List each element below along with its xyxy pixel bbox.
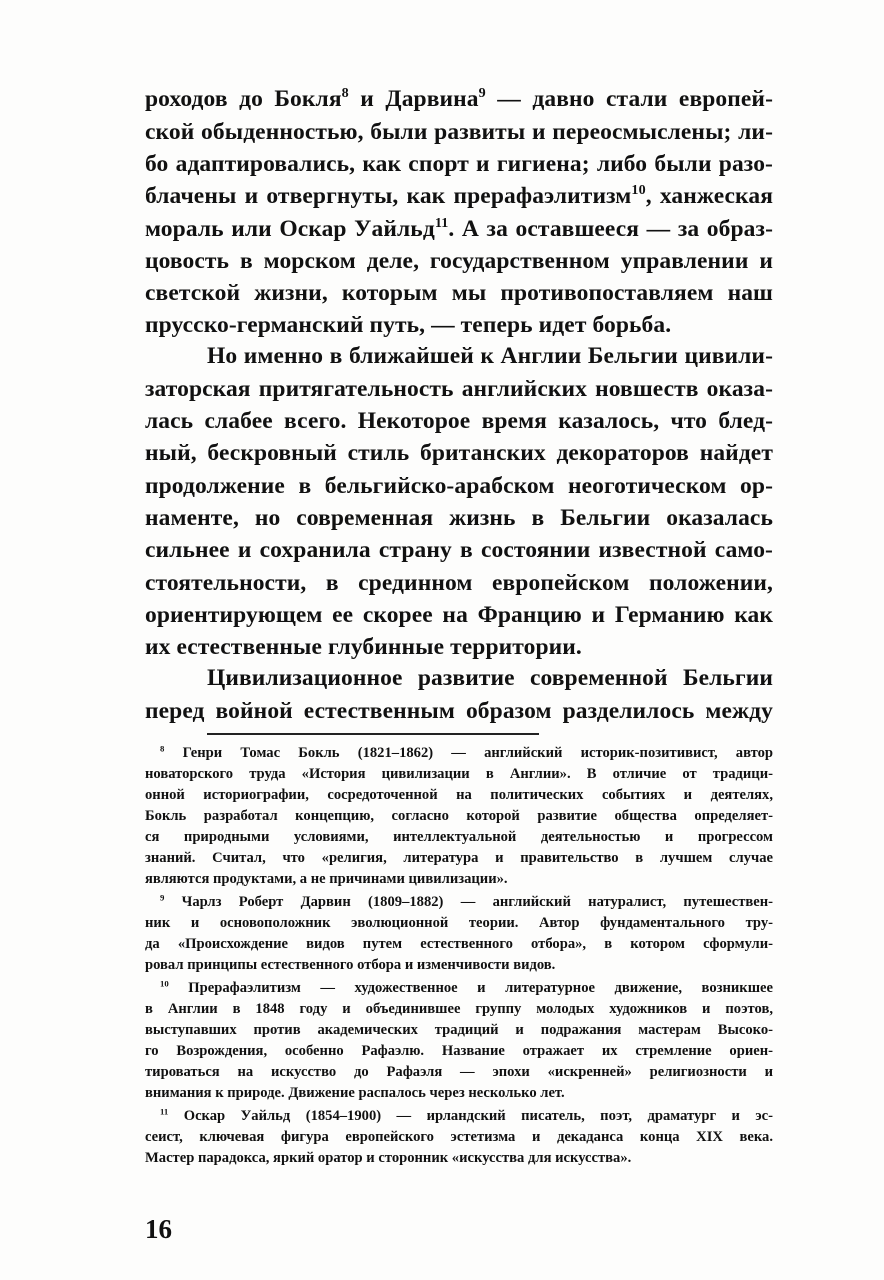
footnote-line xyxy=(145,1129,773,1146)
footnote-text: выступавших против академических традиций и подражания мастерам Высоко- xyxy=(145,1022,773,1038)
footnote-text: сеист, ключевая фигура европейского эстетизма и декаданса конца XIX века. xyxy=(145,1129,773,1145)
footnote-marker: 11 xyxy=(434,214,449,231)
body-text-line xyxy=(145,473,773,500)
body-text-line xyxy=(207,343,773,370)
body-text-text: заторская притягательность английских новшеств оказа- xyxy=(145,376,773,402)
body-text-line xyxy=(145,248,773,275)
body-text-line xyxy=(145,86,773,113)
body-text-text: прусско-германский путь, — теперь идет борьба. xyxy=(145,312,672,338)
body-text-line xyxy=(145,312,773,339)
body-text-text: . А за оставшееся — за образ- xyxy=(448,216,773,242)
footnote-line xyxy=(145,829,773,846)
footnote-marker: 9 xyxy=(478,84,486,101)
footnote-line xyxy=(145,871,773,888)
footnote-marker: 11 xyxy=(160,1106,169,1117)
footnote-line xyxy=(145,1043,773,1060)
body-text-line xyxy=(145,440,773,467)
footnote-line xyxy=(145,808,773,825)
body-text-text: лась слабее всего. Некоторое время казалось, что блед- xyxy=(145,408,773,434)
footnote-text: Чарлз Роберт Дарвин (1809–1882) — английский натуралист, путешествен- xyxy=(164,894,773,910)
body-text-text: блачены и отвергнуты, как прерафаэлитизм xyxy=(145,183,632,209)
body-text-line xyxy=(145,570,773,597)
footnote-text: знаний. Считал, что «религия, литература и правительство в лучшем случае xyxy=(145,850,773,866)
body-text-text: перед войной естественным образом разделилось между xyxy=(145,698,773,724)
footnote-line xyxy=(145,957,773,974)
footnote-text: Бокль разработал концепцию, согласно которой развитие общества определяет- xyxy=(145,808,773,824)
body-text-line xyxy=(145,408,773,435)
footnote-text: го Возрождения, особенно Рафаэлю. Название отражает их стремление ориен- xyxy=(145,1043,773,1059)
body-text-line xyxy=(145,376,773,403)
footnote-marker: 10 xyxy=(160,978,169,989)
body-text-text: ориентирующем ее скорее на Францию и Германию как xyxy=(145,602,773,628)
body-text-line xyxy=(145,602,773,629)
footnote-marker: 8 xyxy=(160,743,165,754)
body-text-line xyxy=(145,216,773,243)
footnote-line xyxy=(145,1022,773,1039)
body-text-text: Цивилизационное развитие современной Бельгии xyxy=(207,665,773,691)
footnote-text: тироваться на искусство до Рафаэля — эпохи «искренней» религиозности и xyxy=(145,1064,773,1080)
body-text-text: стоятельности, в срединном европейском положении, xyxy=(145,570,773,596)
footnote-line xyxy=(160,745,773,762)
footnote-line xyxy=(145,850,773,867)
body-text-text: их естественные глубинные территории. xyxy=(145,634,582,660)
body-text-line xyxy=(145,698,773,725)
footnote-text: Мастер парадокса, яркий оратор и сторонник «искусства для искусства». xyxy=(145,1150,632,1166)
footnote-text: в Англии в 1848 году и объединившее группу молодых художников и поэтов, xyxy=(145,1001,773,1017)
footnote-separator xyxy=(207,733,539,735)
body-text-text: сильнее и сохранила страну в состоянии известной само- xyxy=(145,537,773,563)
footnote-line xyxy=(145,1001,773,1018)
footnote-text: Оскар Уайльд (1854–1900) — ирландский писатель, поэт, драматург и эс- xyxy=(168,1108,773,1124)
footnote-marker: 8 xyxy=(341,84,349,101)
body-text-line xyxy=(145,280,773,307)
body-text-text: — давно стали европей- xyxy=(485,86,773,112)
footnote-text: Прерафаэлитизм — художественное и литературное движение, возникшее xyxy=(168,980,773,996)
footnote-line xyxy=(145,787,773,804)
footnote-line xyxy=(145,1085,773,1102)
body-text-text: мораль или Оскар Уайльд xyxy=(145,216,435,242)
body-text-line xyxy=(145,119,773,146)
footnote-line xyxy=(145,915,773,932)
body-text-text: продолжение в бельгийско-арабском неоготическом ор- xyxy=(145,473,773,499)
footnote-line xyxy=(145,1064,773,1081)
body-text-line xyxy=(145,537,773,564)
body-text-text: , ханжеская xyxy=(645,183,774,209)
footnote-text: Генри Томас Бокль (1821–1862) — английский историк-позитивист, автор xyxy=(164,745,773,761)
footnote-line xyxy=(160,1108,773,1125)
footnote-text: новаторского труда «История цивилизации в Англии». В отличие от традици- xyxy=(145,766,773,782)
body-text-text: светской жизни, которым мы противопоставляем наш xyxy=(145,280,773,306)
footnote-line xyxy=(160,894,773,911)
footnote-text: ся природными условиями, интеллектуальной деятельностью и прогрессом xyxy=(145,829,773,845)
body-text-text: бо адаптировались, как спорт и гигиена; либо были разо- xyxy=(145,151,773,177)
body-text-line xyxy=(145,505,773,532)
footnote-text: онной историографии, сосредоточенной на политических событиях и деятелях, xyxy=(145,787,773,803)
body-text-line xyxy=(145,183,773,210)
footnote-text: да «Происхождение видов путем естественного отбора», в котором сформули- xyxy=(145,936,773,952)
body-text-text: и Дарвина xyxy=(348,86,479,112)
footnote-marker: 9 xyxy=(160,892,165,903)
body-text-line xyxy=(145,634,773,661)
footnote-line xyxy=(145,766,773,783)
body-text-text: цовость в морском деле, государственном управлении и xyxy=(145,248,773,274)
body-text-text: наменте, но современная жизнь в Бельгии оказалась xyxy=(145,505,773,531)
footnote-line xyxy=(160,980,773,997)
body-text-line xyxy=(207,665,773,692)
footnote-text: ник и основоположник эволюционной теории. Автор фундаментального тру- xyxy=(145,915,773,931)
footnote-marker: 10 xyxy=(631,181,646,198)
footnote-text: являются продуктами, а не причинами цивилизации». xyxy=(145,871,508,887)
footnote-line xyxy=(145,936,773,953)
body-text-text: роходов до Бокля xyxy=(145,86,342,112)
footnote-line xyxy=(145,1150,773,1167)
footnote-text: ровал принципы естественного отбора и изменчивости видов. xyxy=(145,957,556,973)
body-text-line xyxy=(145,151,773,178)
body-text-text: ской обыденностью, были развиты и переосмыслены; ли- xyxy=(145,119,773,145)
body-text-text: ный, бескровный стиль британских декораторов найдет xyxy=(145,440,773,466)
body-text-text: Но именно в ближайшей к Англии Бельгии цивили- xyxy=(207,343,773,369)
page-number: 16 xyxy=(145,1214,172,1244)
footnote-text: внимания к природе. Движение распалось через несколько лет. xyxy=(145,1085,565,1101)
